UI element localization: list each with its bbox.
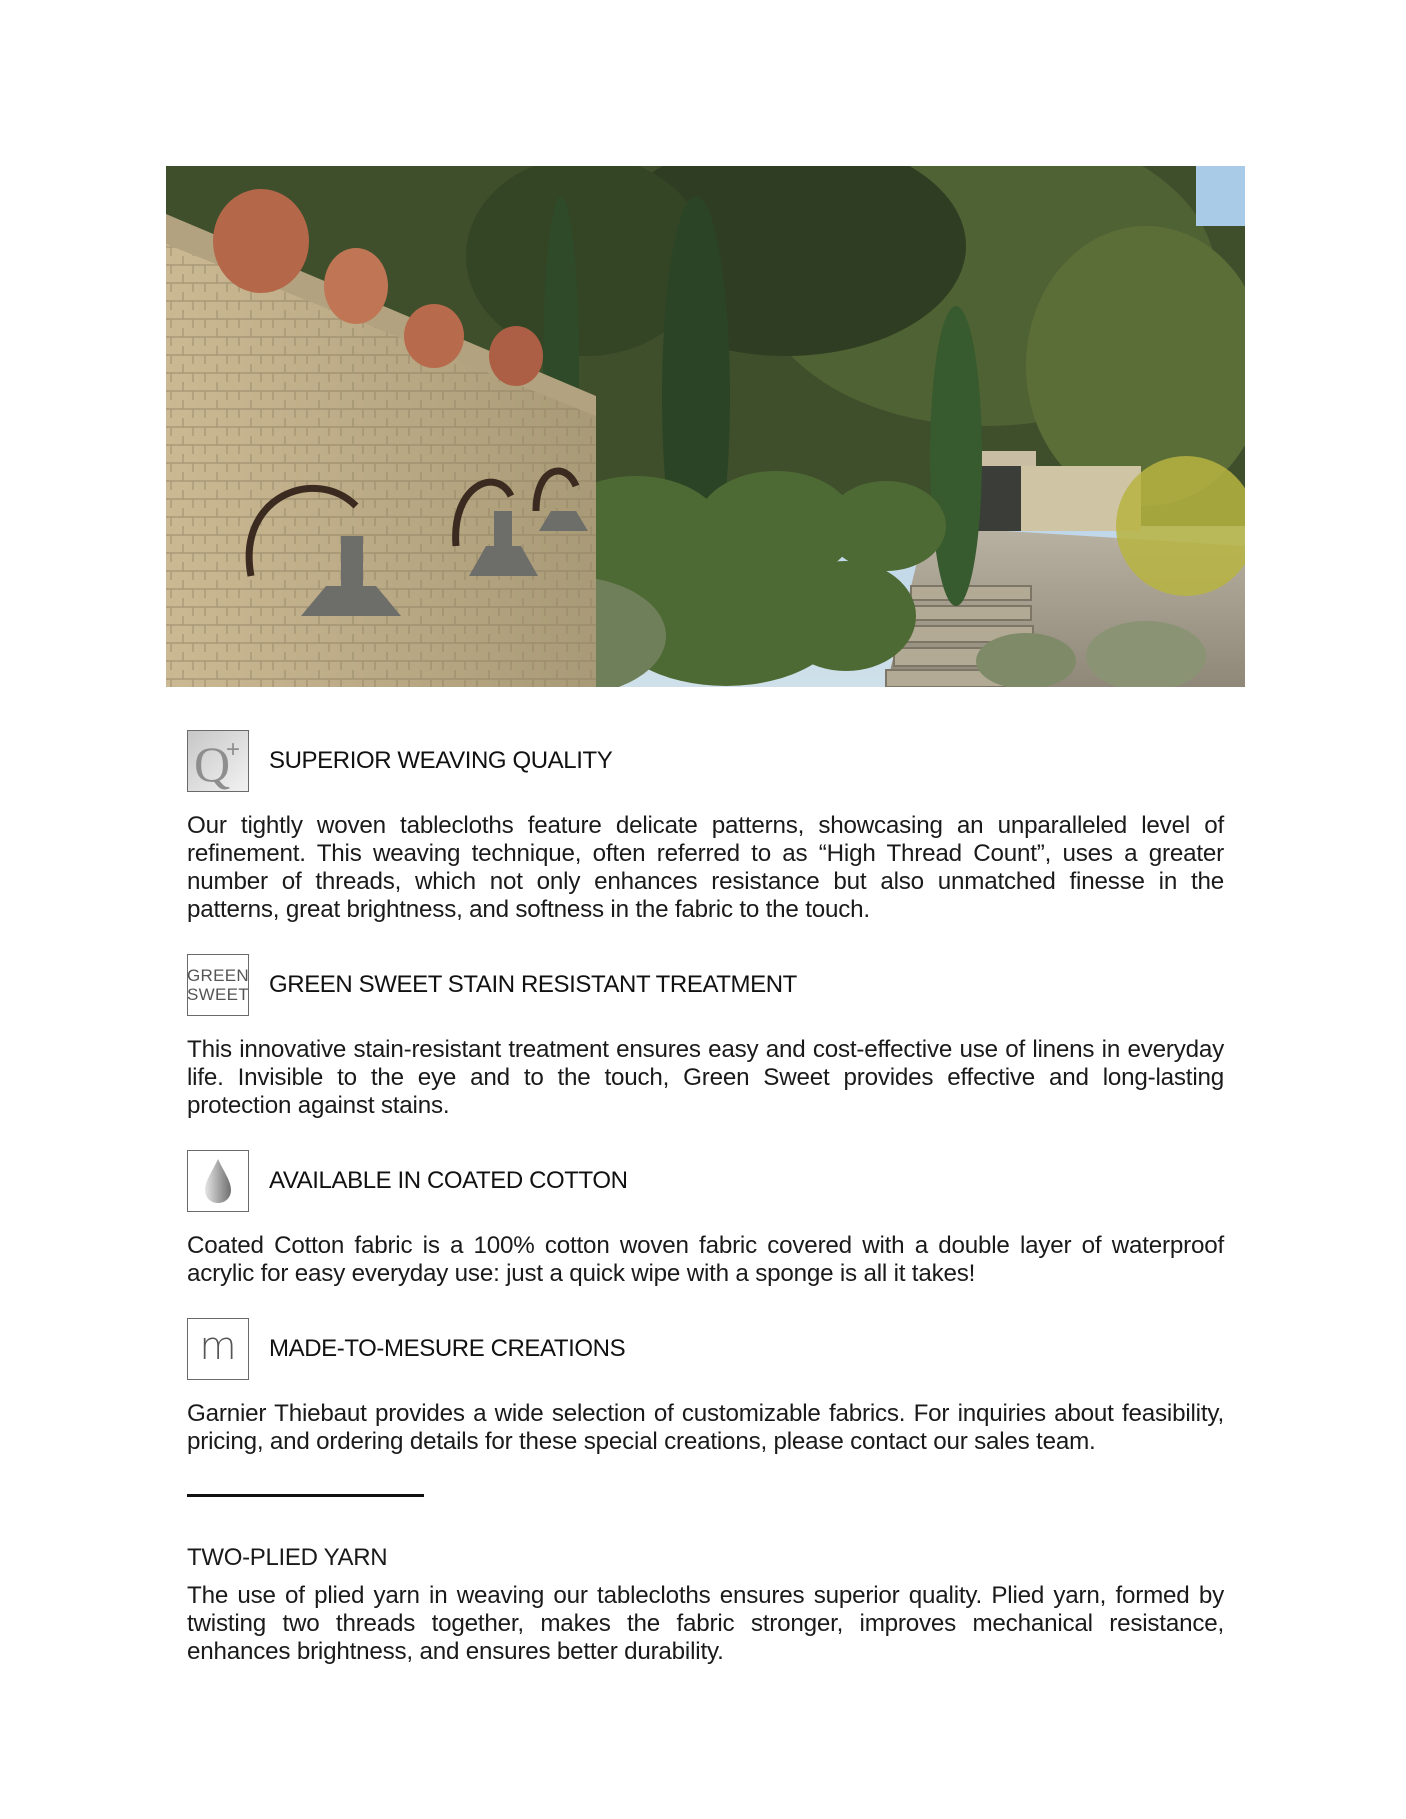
feature-title: SUPERIOR WEAVING QUALITY xyxy=(269,747,613,774)
feature-coated-cotton xyxy=(187,1148,1224,1288)
svg-text:+: + xyxy=(226,736,241,763)
feature-text: Garnier Thiebaut provides a wide selection of customizable fabrics. For inquiries about feasibility, pricing, and ordering details for these special creations, please contact our sales team. xyxy=(187,1400,1224,1455)
green-sweet-logo-line2: SWEET xyxy=(187,985,249,1004)
green-sweet-logo-icon xyxy=(187,954,249,1016)
feature-title: MADE-TO-MESURE CREATIONS xyxy=(269,1335,626,1362)
features-section xyxy=(187,728,1224,1690)
section-divider xyxy=(187,1494,424,1497)
feature-text: Our tightly woven tablecloths feature delicate patterns, showcasing an unparalleled level of refinement. This weaving technique, often referred to as “High Thread Count”, uses a greater number of threads, which not only enhances resistance but also unmatched finesse in the patterns, great brightness, and softness in the fabric to the touch. xyxy=(187,812,1224,923)
yarn-title: TWO-PLIED YARN xyxy=(187,1544,388,1571)
quality-plus-icon xyxy=(187,730,249,792)
made-to-measure-glyph: m xyxy=(199,1324,237,1368)
hero-garden-photo xyxy=(166,166,1245,687)
feature-title: GREEN SWEET STAIN RESISTANT TREATMENT xyxy=(269,971,797,998)
feature-title: AVAILABLE IN COATED COTTON xyxy=(269,1167,628,1194)
feature-superior-weaving xyxy=(187,728,1224,924)
yarn-text: The use of plied yarn in weaving our tablecloths ensures superior quality. Plied yarn, formed by twisting two threads together, makes the fabric stronger, improves mechanical resistance, enhances brightness, and ensures better durability. xyxy=(187,1582,1224,1665)
green-sweet-logo-line1: GREEN xyxy=(187,966,249,985)
made-to-measure-icon xyxy=(187,1318,249,1380)
feature-text: This innovative stain-resistant treatment ensures easy and cost-effective use of linens in everyday life. Invisible to the eye and to the touch, Green Sweet provides effective and long-lasting protection against stains. xyxy=(187,1036,1224,1119)
garden-photo-icon xyxy=(166,166,1245,687)
feature-text: Coated Cotton fabric is a 100% cotton woven fabric covered with a double layer of waterproof acrylic for easy everyday use: just a quick wipe with a sponge is all it takes! xyxy=(187,1232,1224,1287)
feature-made-to-measure xyxy=(187,1316,1224,1456)
svg-text:Q: Q xyxy=(194,736,231,791)
feature-green-sweet xyxy=(187,952,1224,1120)
water-drop-icon xyxy=(187,1150,249,1212)
